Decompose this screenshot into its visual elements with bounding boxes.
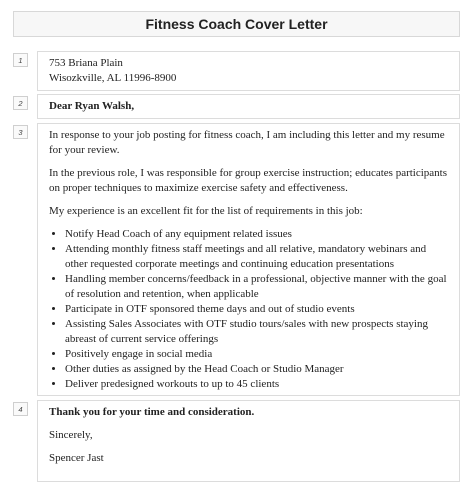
- list-item: • Other duties as assigned by the Head Coach or Studio Manager: [65, 362, 449, 377]
- section-number-3: 3: [13, 125, 28, 139]
- list-item: • Participate in OTF sponsored theme days and out of studio events: [65, 302, 449, 317]
- intro-paragraph: In response to your job posting for fitness coach, I am including this letter and my resume for your review.: [49, 129, 445, 156]
- list-item: • Positively engage in social media: [65, 347, 449, 362]
- section-number-2: 2: [13, 96, 28, 110]
- list-item: • Attending monthly fitness staff meetings and all relative, mandatory webinars and other requested corporate meetings and continuing education presentations: [65, 242, 449, 272]
- signature: Spencer Jast: [49, 452, 104, 464]
- closing-line: Sincerely,: [49, 429, 93, 441]
- list-item: • Notify Head Coach of any equipment related issues: [65, 227, 449, 242]
- closing-section: [37, 400, 460, 482]
- address-line-1: 753 Briana Plain: [49, 57, 123, 69]
- experience-paragraph: In the previous role, I was responsible for group exercise instruction; educates participants on proper techniques to maximize exercise safety and effectiveness.: [49, 167, 448, 194]
- list-item: • Deliver predesigned workouts to up to 45 clients: [65, 377, 449, 392]
- section-number-1: 1: [13, 53, 28, 67]
- requirements-list: [49, 227, 449, 392]
- list-item: • Handling member concerns/feedback in a professional, objective manner with the goal of resolution and retention, when applicable: [65, 272, 449, 302]
- greeting-section: [37, 94, 460, 119]
- address-line-2: Wisozkville, AL 11996-8900: [49, 72, 177, 84]
- page-title: Fitness Coach Cover Letter: [13, 11, 460, 37]
- section-number-4: 4: [13, 402, 28, 416]
- address-section: [37, 51, 460, 91]
- body-section: [37, 123, 460, 396]
- greeting: Dear Ryan Walsh,: [49, 100, 135, 112]
- list-item: • Assisting Sales Associates with OTF studio tours/sales with new prospects staying abreast of current service offerings: [65, 317, 449, 347]
- thanks-line: Thank you for your time and consideration.: [49, 406, 255, 418]
- requirements-intro: My experience is an excellent fit for the list of requirements in this job:: [49, 205, 363, 217]
